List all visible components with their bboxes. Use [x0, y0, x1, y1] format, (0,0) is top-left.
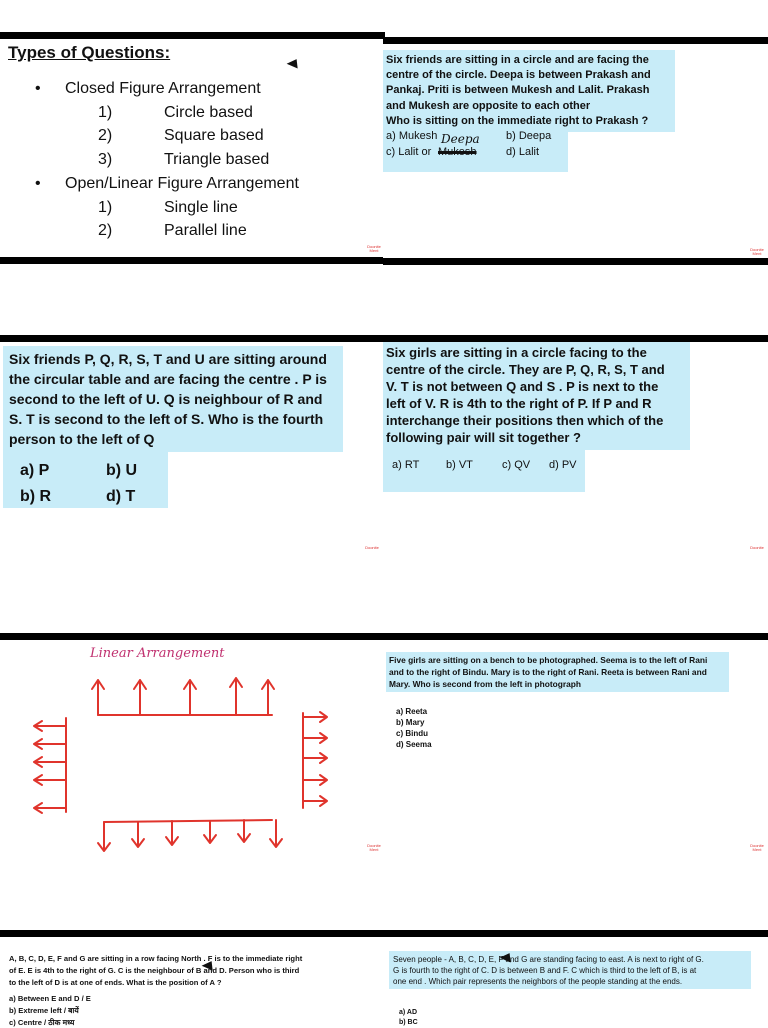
watermark-logo: Doonite	[365, 545, 379, 550]
option-d: d) Seema	[396, 740, 432, 749]
question-line: centre of the circle. They are P, Q, R, S, T and	[386, 362, 665, 377]
option-d: d) PV	[549, 459, 577, 471]
question-line: Who is sitting on the immediate right to Prakash ?	[386, 115, 649, 127]
question-line: and Mukesh are opposite to each other	[386, 100, 591, 112]
question-line: left of V. R is 4th to the right of P. If P and R	[386, 396, 652, 411]
list-item: Closed Figure Arrangement	[65, 80, 261, 97]
question-line: S. T is second to the left of S. Who is the fourth	[9, 411, 324, 427]
question-line: A, B, C, D, E, F and G are sitting in a row facing North . F is to the immediate right	[9, 954, 303, 963]
handwritten-answer: Deepa	[441, 132, 480, 146]
question-line: centre of the circle. Deepa is between Prakash and	[386, 69, 651, 81]
option-c: c) Bindu	[396, 729, 428, 738]
slide-top-bar	[0, 32, 385, 39]
list-item-number: 2)	[98, 222, 113, 239]
slide-types-of-questions	[0, 39, 385, 257]
linear-arrangement-diagram	[0, 640, 385, 854]
slide-bottom-bar	[0, 257, 385, 264]
slide-row-question-2	[383, 937, 768, 1024]
option-b: b) Deepa	[506, 130, 552, 142]
list-item-number: 3)	[98, 151, 113, 168]
list-item-number: 1)	[98, 104, 113, 121]
option-a: a) Mukesh	[386, 130, 438, 142]
option-c: b) R	[20, 488, 52, 505]
option-a: a) P	[20, 462, 50, 479]
slide-top-bar	[0, 633, 385, 640]
list-item: Parallel line	[164, 222, 247, 239]
question-line: Mary. Who is second from the left in photograph	[389, 679, 582, 689]
option-c: c) QV	[502, 459, 531, 471]
option-c-struck: Mukesh	[438, 146, 477, 158]
options-highlight	[383, 450, 585, 492]
option-b: b) Extreme left / बायें	[9, 1006, 79, 1015]
question-line: one end . Which pair represents the neighbors of the people standing at the ends.	[393, 977, 683, 986]
bullet-icon: •	[35, 175, 41, 192]
option-c: c) Centre / ठीक मध्य	[9, 1018, 75, 1027]
option-b: b) VT	[446, 459, 473, 471]
question-line: following pair will sit together ?	[386, 430, 581, 445]
question-line: Six friends are sitting in a circle and are facing the	[386, 54, 649, 66]
slide-linear-arrangement	[0, 640, 385, 854]
question-line: Five girls are sitting on a bench to be photographed. Seema is to the left of Rani	[389, 655, 708, 665]
question-line: the circular table and are facing the centre . P is	[9, 371, 327, 387]
list-item-number: 1)	[98, 199, 113, 216]
slide-top-bar	[383, 335, 768, 342]
question-line: of E. E is 4th to the right of G. C is the neighbour of B and D. Person who is third	[9, 966, 300, 975]
watermark-logo: Doonite Ment	[367, 843, 381, 852]
list-item: Single line	[164, 199, 238, 216]
list-item-number: 2)	[98, 127, 113, 144]
list-item: Triangle based	[164, 151, 270, 168]
slide-bottom-bar	[383, 258, 768, 265]
bullet-icon: •	[35, 80, 41, 97]
slide-title: Types of Questions:	[8, 43, 171, 62]
list-item: Circle based	[164, 104, 253, 121]
slide-circle-question-1	[383, 44, 768, 258]
option-d: d) T	[106, 488, 136, 505]
watermark-logo: Doonite	[750, 545, 764, 550]
list-item: Open/Linear Figure Arrangement	[65, 175, 299, 192]
watermark-logo: Doonite Ment	[367, 244, 381, 253]
option-d: d) Lalit	[506, 146, 540, 158]
question-line: and to the right of Bindu. Mary is to the right of Rani. Reeta is between Rani and	[389, 667, 707, 677]
watermark-logo: Doonite Ment	[750, 247, 764, 256]
question-line: second to the left of U. Q is neighbour of R and	[9, 391, 323, 407]
option-b: b) U	[106, 462, 138, 479]
option-a: a) Reeta	[396, 707, 428, 716]
option-b: b) Mary	[396, 718, 425, 727]
slide-top-bar	[383, 37, 768, 44]
option-a: a) RT	[392, 459, 420, 471]
slide-row-question-1	[0, 937, 385, 1027]
option-b: b) BC	[399, 1019, 418, 1026]
pointer-cursor-icon	[287, 59, 301, 72]
option-a: a) AD	[399, 1009, 418, 1016]
handwritten-title: Linear Arrangement	[90, 646, 225, 661]
question-line: interchange their positions then which of the	[386, 413, 664, 428]
question-line: Six friends P, Q, R, S, T and U are sitting around	[9, 351, 327, 367]
option-c: c) Lalit or	[386, 146, 432, 158]
slide-circle-question-2	[0, 342, 385, 556]
question-line: Six girls are sitting in a circle facing to the	[386, 345, 647, 360]
list-item: Square based	[164, 127, 264, 144]
question-line: Pankaj. Priti is between Mukesh and Lalit. Prakash	[386, 84, 650, 96]
question-line: person to the left of Q	[9, 431, 155, 447]
question-line: to the left of D is at one of ends. What is the position of A ?	[9, 978, 222, 987]
slide-top-bar	[0, 930, 385, 937]
option-a: a) Between E and D / E	[9, 994, 91, 1003]
slide-circle-question-3	[383, 342, 768, 556]
question-line: G is fourth to the right of C. D is between B and F. C which is third to the left of B, is at	[393, 966, 697, 975]
slide-top-bar	[383, 930, 768, 937]
watermark-logo: Doonite Ment	[750, 843, 764, 852]
question-line: V. T is not between Q and S . P is next to the	[386, 379, 659, 394]
question-line: Seven people - A, B, C, D, E, F and G are standing facing to east. A is next to right of G.	[393, 955, 704, 964]
slide-top-bar	[383, 633, 768, 640]
slide-bench-question	[383, 640, 768, 854]
slide-top-bar	[0, 335, 385, 342]
